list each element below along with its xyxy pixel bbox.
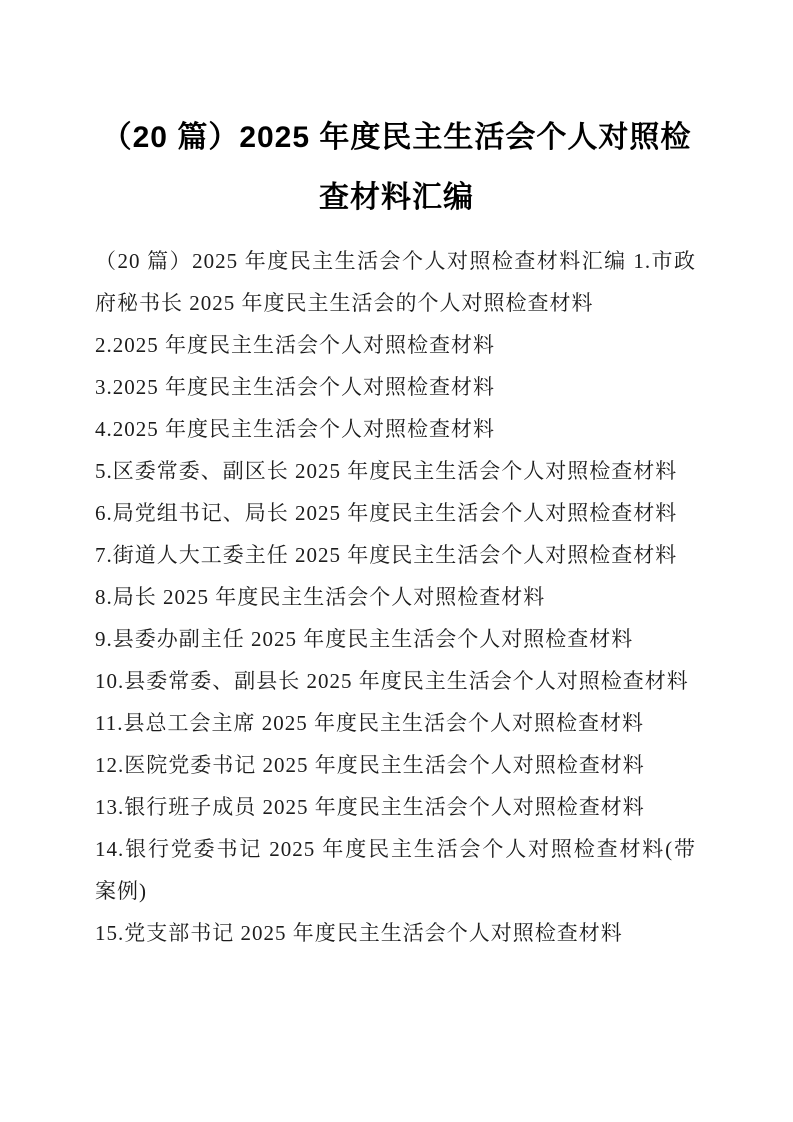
document-paragraph-item-14: 14.银行党委书记 2025 年度民主生活会个人对照检查材料(带案例) xyxy=(95,837,696,903)
document-paragraph-item-12: 12.医院党委书记 2025 年度民主生活会个人对照检查材料 xyxy=(95,753,645,777)
document-paragraph-item-2: 2.2025 年度民主生活会个人对照检查材料 xyxy=(95,333,495,357)
document-title xyxy=(58,108,735,228)
document-paragraph-item-3: 3.2025 年度民主生活会个人对照检查材料 xyxy=(95,375,495,399)
document-paragraph-intro-item-1: （20 篇）2025 年度民主生活会个人对照检查材料汇编 1.市政府秘书长 2025 年度民主生活会的个人对照检查材料 xyxy=(95,249,696,315)
document-paragraph-item-13: 13.银行班子成员 2025 年度民主生活会个人对照检查材料 xyxy=(95,795,645,819)
document-body xyxy=(95,240,696,954)
document-title-line-2: 查材料汇编 xyxy=(319,181,474,214)
document-paragraph-item-11: 11.县总工会主席 2025 年度民主生活会个人对照检查材料 xyxy=(95,711,644,735)
document-title-line-1: （20 篇）2025 年度民主生活会个人对照检 xyxy=(101,121,692,154)
document-paragraph-item-10: 10.县委常委、副县长 2025 年度民主生活会个人对照检查材料 xyxy=(95,669,689,693)
document-paragraph-item-9: 9.县委办副主任 2025 年度民主生活会个人对照检查材料 xyxy=(95,627,634,651)
document-paragraph-item-6: 6.局党组书记、局长 2025 年度民主生活会个人对照检查材料 xyxy=(95,501,678,525)
document-paragraph-item-4: 4.2025 年度民主生活会个人对照检查材料 xyxy=(95,417,495,441)
document-paragraph-item-15: 15.党支部书记 2025 年度民主生活会个人对照检查材料 xyxy=(95,921,623,945)
document-paragraph-item-8: 8.局长 2025 年度民主生活会个人对照检查材料 xyxy=(95,585,546,609)
document-paragraph-item-5: 5.区委常委、副区长 2025 年度民主生活会个人对照检查材料 xyxy=(95,459,678,483)
document-paragraph-item-7: 7.街道人大工委主任 2025 年度民主生活会个人对照检查材料 xyxy=(95,543,678,567)
